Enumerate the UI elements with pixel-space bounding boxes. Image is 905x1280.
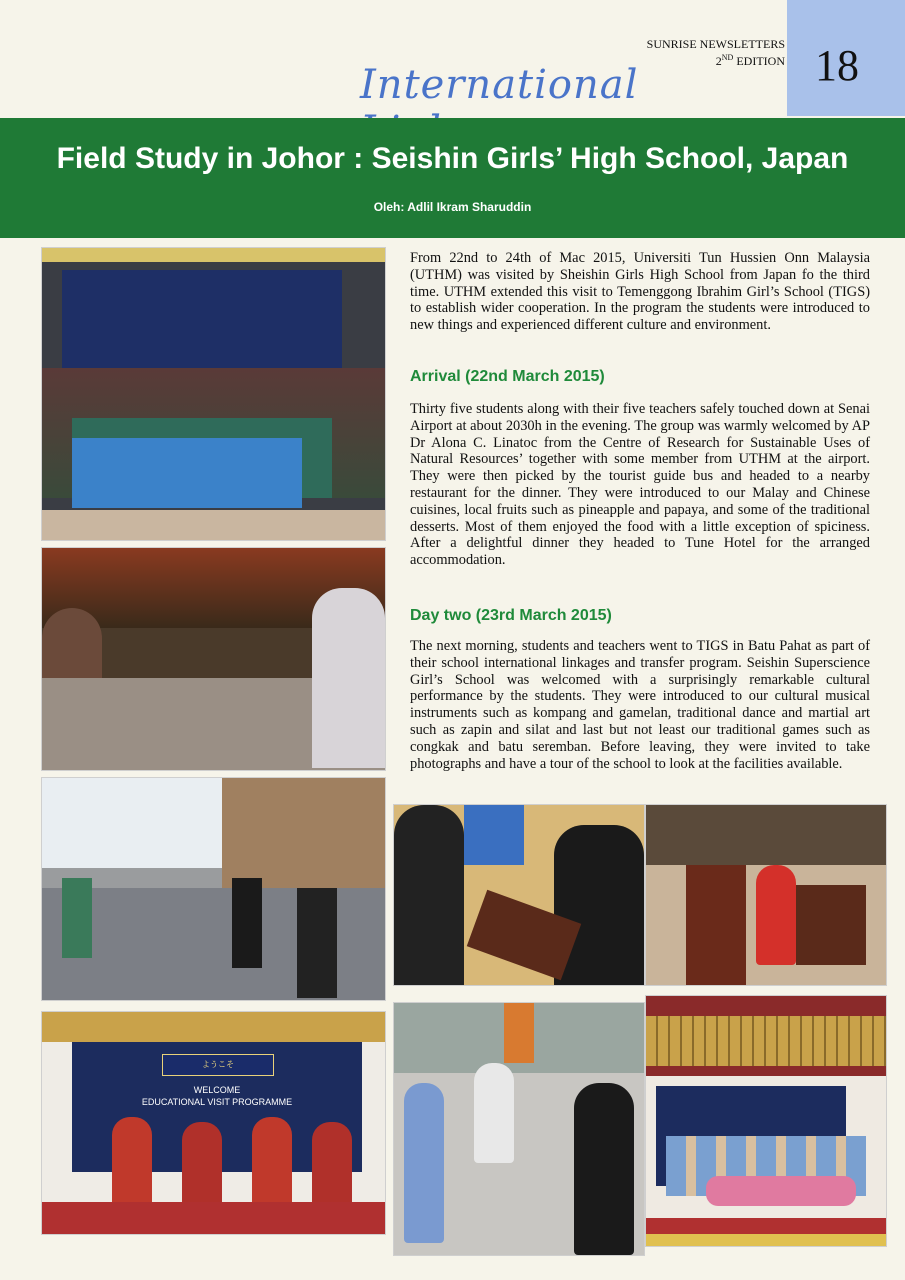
photo-traditional-games: [394, 1003, 644, 1255]
edition-number: 2: [715, 54, 722, 68]
photo-gamelan: [646, 805, 886, 985]
edition-suffix: ND: [721, 53, 734, 62]
intro-paragraph: [410, 250, 870, 334]
section-heading-day-two: Day two (23rd March 2015): [410, 607, 612, 624]
stage-banner-japanese: ようこそ: [162, 1054, 274, 1076]
photo-hall-stage: [646, 996, 886, 1246]
photo-stage-performance: [42, 1012, 385, 1234]
section-heading-arrival: Arrival (22nd March 2015): [410, 368, 605, 385]
day-two-text: The next morning, students and teachers went to TIGS in Batu Pahat as part of their school international linkages and transfer program. Seishin Superscience Girl’s School was welcomed with a surprisingly remarkable cultural performance by the students. They were introduced to our cultural musical instruments such as kompang and gamelan, traditional dance and martial art such as zapin and silat and last but not least our traditional games such as congkak and batu seremban. Before leaving, they were invited to take photographs and have a tour of the school to look at the facilities available.: [410, 638, 870, 772]
stage-programme: EDUCATIONAL VISIT PROGRAMME: [141, 1097, 293, 1107]
page-number: 18: [815, 41, 859, 90]
intro-text: From 22nd to 24th of Mac 2015, Universiti Tun Hussien Onn Malaysia (UTHM) was visited by Sheishin Girls High School from Japan fo the third time. UTHM extended this visit to Temenggong Ibrahim Girl’s School (TIGS) to establish wider cooperation. In the program the students were introduced to new things and experienced different culture and environment.: [410, 250, 870, 334]
stage-welcome: WELCOME: [193, 1085, 241, 1095]
page-number-box: [787, 0, 905, 116]
arrival-paragraph: [410, 401, 870, 569]
day-two-paragraph: [410, 638, 870, 772]
publication-line: SUNRISE NEWSLETTERS: [646, 37, 785, 51]
photo-dinner: [42, 548, 385, 770]
stage-banner-text: [132, 1084, 302, 1108]
byline: Oleh: Adlil Ikram Sharuddin: [373, 200, 532, 214]
photo-congkak: [394, 805, 644, 985]
section-title: International: [360, 62, 639, 108]
article-title: Field Study in Johor : Seishin Girls’ High School, Japan: [56, 142, 849, 175]
arrival-text: Thirty five students along with their five teachers safely touched down at Senai Airport at about 2030h in the evening. The group was warmly welcomed by AP Dr Alona C. Linatoc from the Centre of Research for Sustainable Uses of Natural Resources’ together with some member from UTHM at the airport. They were then picked by the tourist guide bus and headed to a nearby restaurant for the dinner. They were introduced to our Malay and Chinese cuisines, local fruits such as pineapple and papaya, and some of the traditional desserts. Most of them enjoyed the food with a little exception of spiciness. After a delightful dinner they headed to Tune Hotel for the arranged accommodation.: [410, 401, 870, 569]
photo-group: [42, 248, 385, 540]
photo-procession: [42, 778, 385, 1000]
title-banner: [0, 118, 905, 238]
edition-word: EDITION: [736, 54, 785, 68]
